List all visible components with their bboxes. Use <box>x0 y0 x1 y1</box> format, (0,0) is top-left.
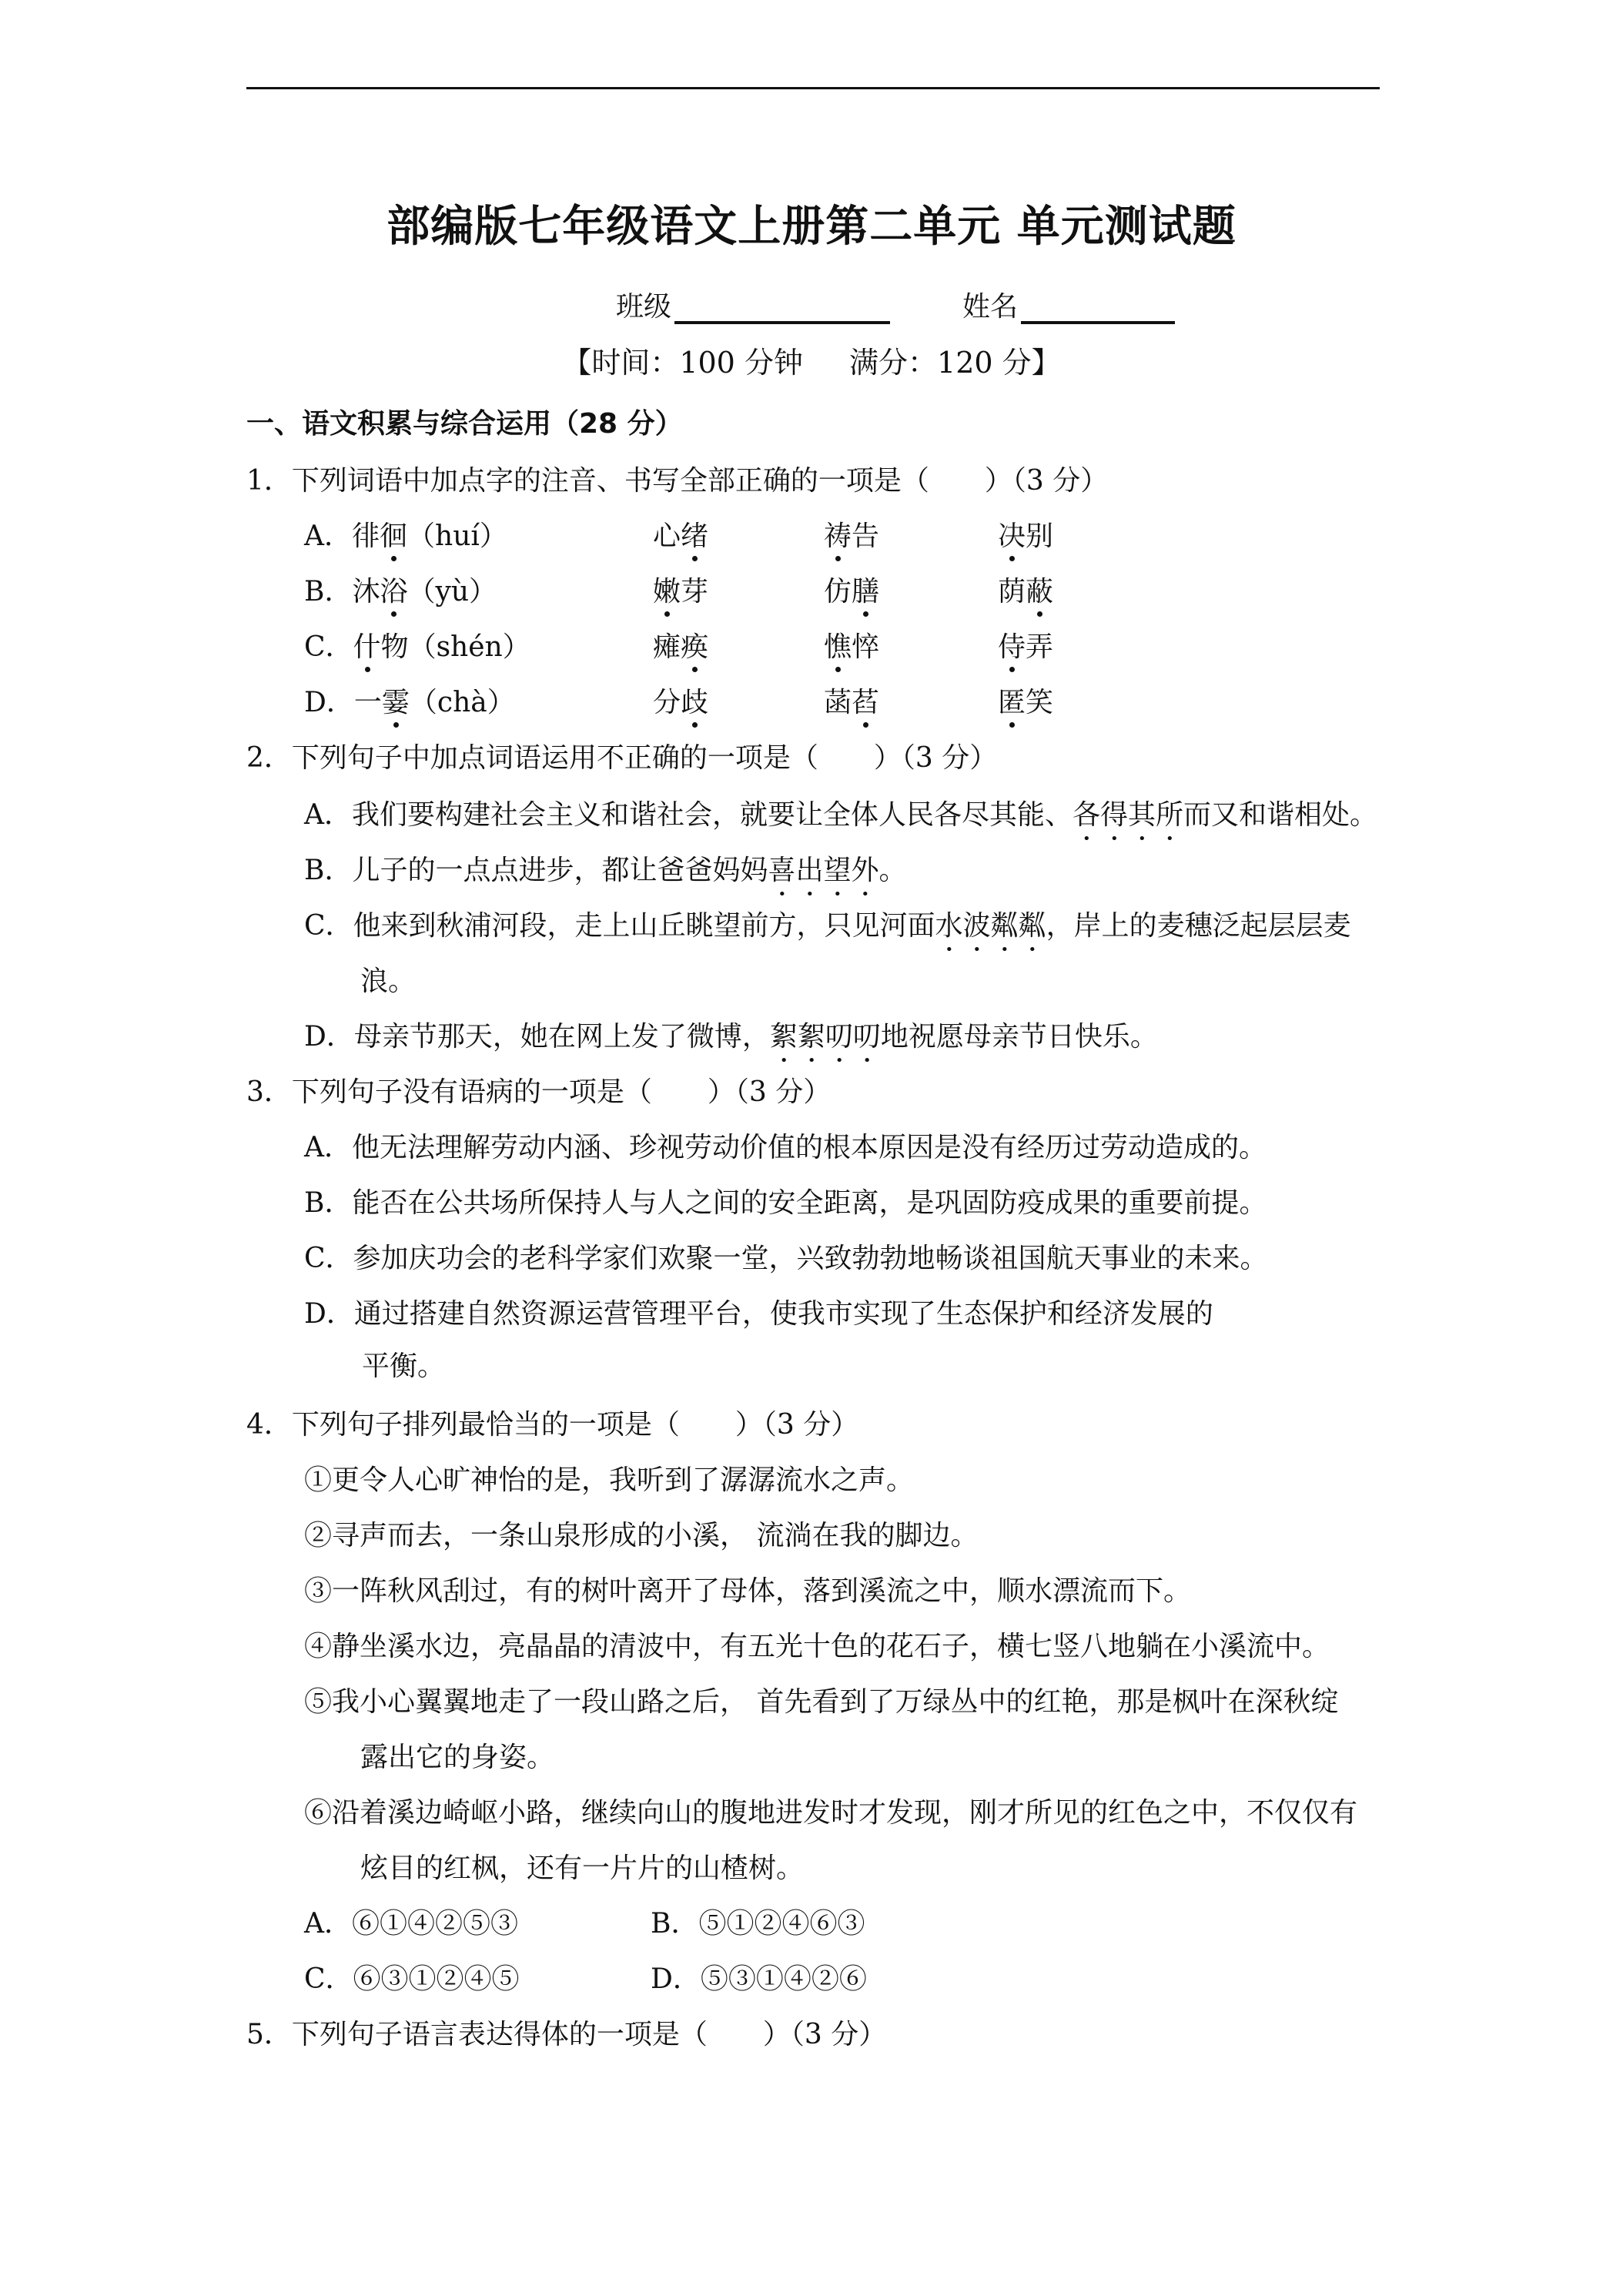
time-limit: 【时间：100 分钟 <box>562 346 803 380</box>
dotted-char: 蔽 <box>1026 570 1053 609</box>
q3-option-b: B．能否在公共场所保持人与人之间的安全距离，是巩固防疫成果的重要前提。 <box>304 1187 1267 1219</box>
option-pre: 徘 <box>352 520 380 552</box>
q3-option-d: D．通过搭建自然资源运营管理平台，使我市实现了生态保护和经济发展的 <box>304 1298 1213 1330</box>
dotted-phrase: 絮絮叨叨 <box>769 1021 881 1053</box>
question-3-stem: 3．下列句子没有语病的一项是（ ）（3 分） <box>246 1076 832 1108</box>
dotted-char: 匿 <box>998 681 1026 720</box>
option-text: 。 <box>878 855 907 886</box>
dotted-char: 霎 <box>382 681 410 720</box>
word-char: 菡 <box>824 687 852 718</box>
name-label: 姓名 <box>962 291 1019 323</box>
dotted-char: 绪 <box>681 514 708 554</box>
option-text: B．儿子的一点点进步，都让爸爸妈妈 <box>304 855 768 886</box>
option-pinyin: （chà） <box>409 687 515 718</box>
word-char: 芽 <box>681 576 709 607</box>
q3-option-a: A．他无法理解劳动内涵、珍视劳动价值的根本原因是没有经历过劳动造成的。 <box>304 1132 1267 1163</box>
q4-sentence-6: ⑥沿着溪边崎岖小路，继续向山的腹地进发时才发现，刚才所见的红色之中，不仅仅有 <box>304 1797 1358 1829</box>
option-text: ，岸上的麦穗泛起层层麦 <box>1046 910 1351 942</box>
option-pre: 一 <box>353 687 382 718</box>
q4-option-b: B．⑤①②④⑥③ <box>651 1908 865 1940</box>
q2-option-c <box>304 904 1351 958</box>
q4-sentence-4: ④静坐溪水边，亮晶晶的清波中，有五光十色的花石子，横七竖八地躺在小溪流中。 <box>304 1631 1330 1662</box>
dotted-phrase: 水波粼粼 <box>935 910 1046 942</box>
name-field <box>962 285 1175 324</box>
word-char: 告 <box>852 520 880 552</box>
option-text: D．母亲节那天，她在网上发了微博， <box>304 1021 770 1053</box>
word-char: 别 <box>1026 520 1054 552</box>
dotted-char: 决 <box>998 514 1026 554</box>
q4-option-c: C．⑥③①②④⑤ <box>304 1963 520 1995</box>
option-pre: 沐 <box>352 576 380 607</box>
dotted-char: 萏 <box>852 681 879 720</box>
q4-sentence-1: ①更令人心旷神怡的是，我听到了潺潺流水之声。 <box>304 1464 915 1496</box>
option-text: A．我们要构建社会主义和谐社会，就要让全体人民各尽其能、 <box>304 799 1073 831</box>
option-text: 地祝愿母亲节日快乐。 <box>880 1021 1158 1053</box>
q2-option-d <box>304 1015 1158 1069</box>
dotted-char: 嫩 <box>653 570 681 609</box>
dotted-char: 浴 <box>380 570 407 609</box>
top-rule <box>246 87 1380 89</box>
dotted-phrase: 喜出望外 <box>768 855 879 886</box>
dotted-char: 什 <box>353 625 381 664</box>
q4-sentence-2: ②寻声而去，一条山泉形成的小溪， 流淌在我的脚边。 <box>304 1520 979 1551</box>
q4-sentence-5: ⑤我小心翼翼地走了一段山路之后， 首先看到了万绿丛中的红艳，那是枫叶在深秋绽 <box>304 1686 1339 1718</box>
q4-option-a: A．⑥①④②⑤③ <box>304 1908 518 1940</box>
question-1-stem: 1．下列词语中加点字的注音、书写全部正确的一项是（ ）（3 分） <box>246 465 1109 497</box>
page-title: 部编版七年级语文上册第二单元 单元测试题 <box>387 202 1236 252</box>
option-label: A． <box>304 520 352 552</box>
word-char: 笑 <box>1026 687 1054 718</box>
q4-sentence-3: ③一阵秋风刮过，有的树叶离开了母体，落到溪流之中，顺水漂流而下。 <box>304 1575 1192 1607</box>
option-pinyin: 物（shén） <box>380 631 530 663</box>
word-char: 弄 <box>1026 631 1054 663</box>
dotted-char: 憔 <box>824 625 852 664</box>
name-blank[interactable] <box>1021 290 1175 324</box>
dotted-char: 侍 <box>998 625 1026 664</box>
exam-info <box>0 339 1623 381</box>
class-label: 班级 <box>616 291 672 323</box>
word-char: 仿 <box>824 576 852 607</box>
dotted-char: 歧 <box>681 681 708 720</box>
question-2-stem: 2．下列句子中加点词语运用不正确的一项是（ ）（3 分） <box>246 742 998 774</box>
q3-option-d-continued: 平衡。 <box>362 1350 446 1382</box>
q4-sentence-6-continued: 炫目的红枫，还有一片片的山楂树。 <box>360 1853 805 1884</box>
dotted-char: 祷 <box>824 514 852 554</box>
question-5-stem: 5．下列句子语言表达得体的一项是（ ）（3 分） <box>246 2019 887 2050</box>
word-char: 分 <box>653 687 681 718</box>
option-pinyin: （yù） <box>407 576 497 607</box>
option-label: D． <box>304 687 354 718</box>
class-field <box>616 285 890 324</box>
dotted-char: 痪 <box>681 625 708 664</box>
option-label: B． <box>304 576 353 607</box>
q2-option-a <box>304 793 1377 847</box>
q4-option-d: D．⑤③①④②⑥ <box>651 1963 867 1995</box>
q2-option-c-continued: 浪。 <box>360 966 417 997</box>
question-4-stem: 4．下列句子排列最恰当的一项是（ ）（3 分） <box>246 1409 859 1441</box>
option-pinyin: （huí） <box>407 520 507 552</box>
option-text: 而又和谐相处。 <box>1183 799 1378 831</box>
section-heading: 一、语文积累与综合运用（28 分） <box>246 408 683 440</box>
q3-option-c: C．参加庆功会的老科学家们欢聚一堂，兴致勃勃地畅谈祖国航天事业的未来。 <box>304 1243 1268 1274</box>
word-char: 心 <box>653 520 681 552</box>
q4-sentence-5-continued: 露出它的身姿。 <box>360 1742 555 1773</box>
dotted-char: 徊 <box>380 514 407 554</box>
option-text: C．他来到秋浦河段，走上山丘眺望前方，只见河面 <box>304 910 935 942</box>
class-blank[interactable] <box>674 290 890 324</box>
option-label: C． <box>304 631 353 663</box>
dotted-phrase: 各得其所 <box>1073 799 1184 831</box>
word-char: 荫 <box>998 576 1026 607</box>
word-char: 悴 <box>852 631 880 663</box>
dotted-char: 膳 <box>852 570 879 609</box>
full-score: 满分：120 分】 <box>849 346 1061 380</box>
word-char: 瘫 <box>653 631 681 663</box>
q2-option-b <box>304 848 907 902</box>
